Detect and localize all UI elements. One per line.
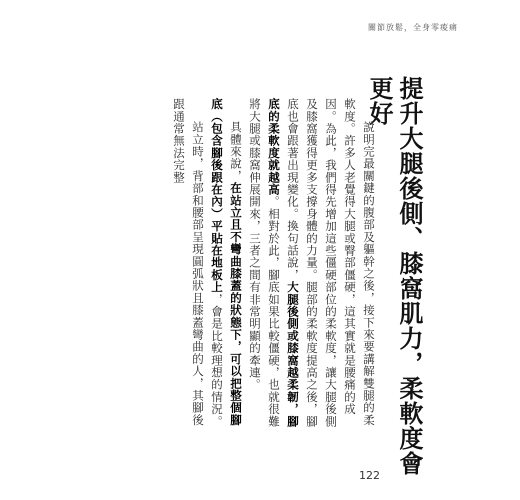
body-text — [48, 98, 378, 428]
paragraph-3 — [169, 98, 207, 428]
text-run: ，會是比較理想的情況。 — [210, 293, 224, 428]
paragraph-1 — [245, 98, 378, 428]
emphasis-text: 大腿後側或膝窩越柔韌，腳底的柔軟度就越高 — [267, 98, 300, 428]
text-run: 說明完最關鍵的腹部及軀幹之後，接下來要講解雙腿的柔軟度。許多人老覺得大腿或臀部僵硬，這其實就是腰痛的成因。為此，我們得先增加這些僵硬部位的柔軟度，讓大腿後側及膝窩獲得更多支撐身體的力量。腿部的柔軟度提高之後，腳底也會跟著出現變化。換句話說， — [286, 98, 376, 428]
emphasis-text: 在站立且不彎曲膝蓋的狀態下，可以把整個腳底（包含腳後跟在內）平貼在地板上 — [210, 98, 243, 426]
section-title: 提升大腿後側、膝窩肌力，柔軟度會更好 — [365, 76, 423, 476]
text-run: 站立時，背部和腰部呈現圓弧狀且膝蓋彎曲的人，其腳後跟通常無法完整 — [172, 98, 205, 426]
paragraph-2 — [207, 98, 245, 428]
running-head: 關節放鬆，全身零痠痛 — [368, 23, 458, 32]
page-number: 122 — [359, 469, 380, 482]
text-run: 具體來說， — [229, 121, 243, 182]
text-run: 。相對於此，腳底如果比較僵硬，也就很難將大腿或膝窩伸展開來，三者之間有非常明顯的牽連。 — [248, 98, 281, 428]
